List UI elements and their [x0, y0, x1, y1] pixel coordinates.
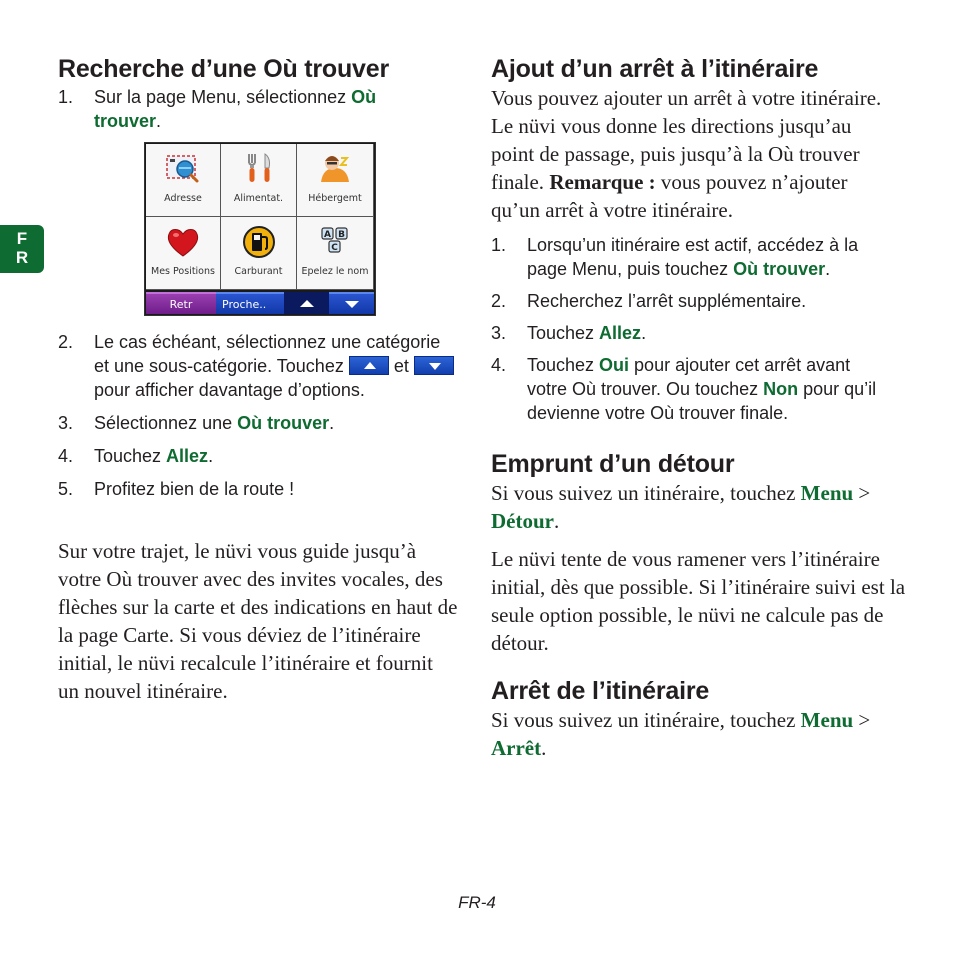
- menu-link: Menu: [800, 481, 854, 505]
- step-item: 2. Recherchez l’arrêt supplémentaire.: [491, 291, 807, 311]
- detour-paragraph: Le nüvi tente de vous ramener vers l’itinéraire initial, dès que possible. Si l’itinéraire suivi est la seule option possible, le nüvi ne calcule pas de détour.: [491, 547, 906, 655]
- heart-icon: [165, 225, 201, 259]
- detour-instruction: Si vous suivez un itinéraire, touchez Menu > Détour.: [491, 481, 871, 533]
- step-item: 2. Le cas échéant, sélectionnez une catégorie et une sous-catégorie. Touchez et pour afficher davantage d’options.: [58, 330, 458, 402]
- search-steps-list-b: [58, 330, 458, 501]
- svg-text:A: A: [324, 230, 331, 240]
- device-screenshot: [144, 142, 376, 316]
- step-item: 3. Sélectionnez une Où trouver.: [58, 413, 335, 433]
- arrow-up-icon: [300, 300, 314, 307]
- step-item: 4. Touchez Oui pour ajouter cet arrêt avant votre Où trouver. Ou touchez Non pour qu’il devienne votre Où trouver finale.: [491, 355, 877, 423]
- category-spell-name[interactable]: A B C Epelez le nom: [297, 217, 374, 290]
- back-button[interactable]: Retr: [146, 292, 216, 314]
- stop-route-instruction: Si vous suivez un itinéraire, touchez Menu > Arrêt.: [491, 708, 871, 760]
- section-heading-search: Recherche d’une Où trouver: [58, 55, 389, 83]
- left-body-paragraph: Sur votre trajet, le nüvi vous guide jusqu’à votre Où trouver avec des invites vocales, des flèches sur la carte et des indications en haut de la page Carte. Si vous déviez de l’itinéraire initial, le nüvi recalcule l’itinéraire et fournit un nouvel itinéraire.: [58, 539, 458, 703]
- category-fuel[interactable]: Carburant: [221, 217, 297, 290]
- step-item: 1. Lorsqu’un itinéraire est actif, accédez à la page Menu, puis touchez Où trouver.: [491, 235, 859, 279]
- svg-text:C: C: [331, 243, 338, 253]
- section-heading-stop-route: Arrêt de l’itinéraire: [491, 677, 710, 705]
- scroll-up-button[interactable]: [284, 292, 329, 314]
- lang-tab-letter-2: R: [15, 248, 29, 267]
- page-number: FR-4: [458, 893, 496, 912]
- address-envelope-magnifier-icon: [165, 152, 201, 186]
- arrow-down-button-icon: [414, 356, 454, 375]
- abc-keys-icon: [317, 225, 353, 259]
- stop-link: Arrêt: [491, 736, 542, 760]
- scroll-down-button[interactable]: [329, 292, 374, 314]
- menu-link: Menu: [800, 708, 854, 732]
- fuel-pump-icon: [241, 225, 277, 259]
- emphasis-where-to: Où trouver: [94, 87, 377, 131]
- step-item: 4. Touchez Allez.: [58, 446, 214, 466]
- note-label: Remarque :: [549, 170, 656, 194]
- svg-text:B: B: [338, 230, 345, 240]
- sleeping-person-icon: [317, 152, 353, 186]
- step-item: 1. Sur la page Menu, sélectionnez Où trouver.: [58, 87, 377, 131]
- category-grid: [146, 144, 374, 290]
- near-button[interactable]: Proche..: [216, 292, 284, 314]
- category-address[interactable]: Adresse: [146, 144, 221, 217]
- lang-tab-letter-1: F: [16, 229, 28, 248]
- step-item: 3. Touchez Allez.: [491, 323, 647, 343]
- arrow-down-icon: [345, 301, 359, 308]
- device-bottom-bar: [146, 292, 374, 314]
- section-heading-detour: Emprunt d’un détour: [491, 450, 735, 478]
- category-favorites[interactable]: Mes Positions: [146, 217, 221, 290]
- search-steps-list-a: [58, 85, 418, 133]
- section-heading-add-stop: Ajout d’un arrêt à l’itinéraire: [491, 55, 819, 83]
- detour-link: Détour: [491, 509, 554, 533]
- language-tab: [0, 225, 44, 273]
- category-lodging[interactable]: Hébergemt: [297, 144, 374, 217]
- fork-knife-icon: [241, 152, 277, 186]
- add-stop-paragraph: Vous pouvez ajouter un arrêt à votre itinéraire. Le nüvi vous donne les directions jusqu’au point de passage, puis jusqu’à la Où trouver finale. Remarque : vous pouvez n’ajouter qu’un arrêt à votre itinéraire.: [491, 86, 882, 222]
- step-item: 5. Profitez bien de la route !: [58, 479, 295, 499]
- category-food[interactable]: Alimentat.: [221, 144, 297, 217]
- arrow-up-button-icon: [349, 356, 389, 375]
- add-stop-steps-list: [491, 233, 891, 425]
